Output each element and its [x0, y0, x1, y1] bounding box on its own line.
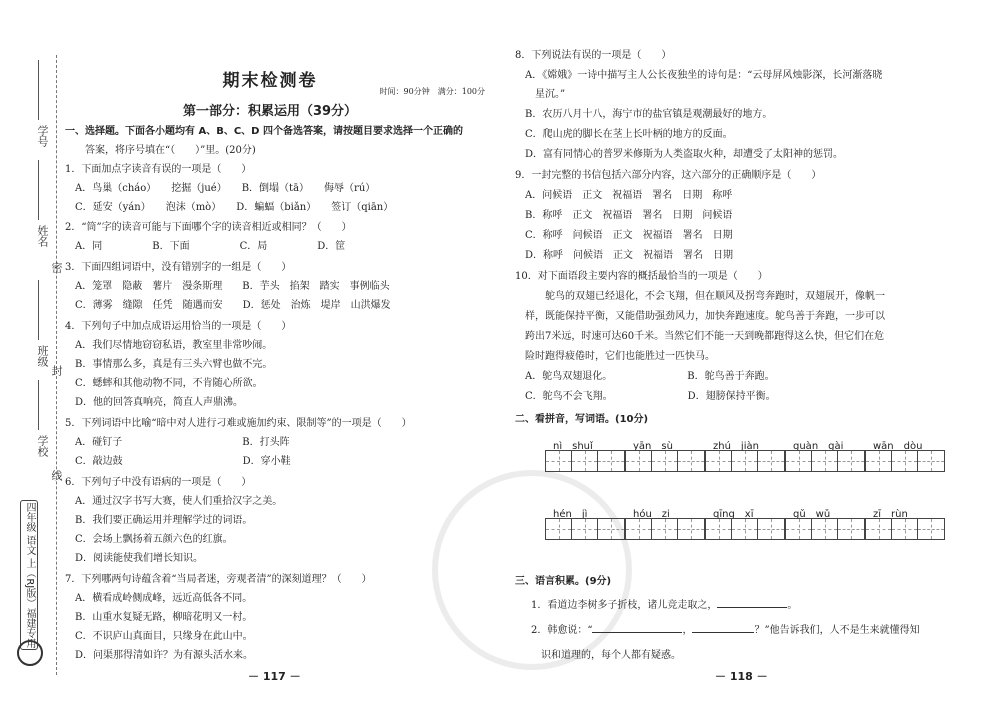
question-8: 8．下列说法有误的一项是（ ） — [515, 50, 672, 61]
question-1: 1．下面加点字读音有误的一项是（ ） — [65, 164, 252, 175]
answer-blank[interactable] — [692, 632, 754, 633]
section1-heading: 一、选择题。下面各小题均有 A、B、C、D 四个备选答案，请按题目要求选择一个正确的 — [65, 126, 463, 137]
question-9-option-c: C．称呼 问候语 正文 祝福语 署名 日期 — [515, 230, 733, 241]
question-6: 6．下列句子中没有语病的一项是（ ） — [65, 477, 252, 488]
q1-end: 。 — [787, 600, 798, 611]
writing-grid[interactable] — [625, 450, 705, 472]
page-117 — [65, 0, 485, 713]
seal-mark-xian: 线 — [50, 470, 63, 481]
question-6-option-a: A．通过汉字书写大赛，使人们重拾汉字之美。 — [65, 496, 283, 507]
writing-grid[interactable] — [865, 518, 945, 540]
question-2: 2．“筒”字的读音可能与下面哪个字的读音相近或相同？（ ） — [65, 222, 352, 233]
question-3-options-cd: C．薄雾 缝隙 任凭 随遇而安 D．惩处 治炼 堤岸 山洪爆发 — [65, 300, 391, 311]
school-blank — [38, 380, 39, 430]
pinyin-label: guàn gài — [793, 441, 844, 452]
q2-start: 2．韩愈说：“ — [531, 625, 593, 636]
question-9: 9．一封完整的书信包括六部分内容，这六部分的正确顺序是（ ） — [515, 170, 822, 181]
question-6-option-c: C．会场上飘扬着五颜六色的红旗。 — [65, 534, 233, 545]
passage-line-3: 跨出7米远，时速可达60千米。当然它们不能一天到晚都跑得这么快，但它们在危 — [515, 331, 885, 342]
question-4: 4．下列句子中加点成语运用恰当的一项是（ ） — [65, 321, 292, 332]
student-id-label: 学号 — [36, 125, 49, 147]
pinyin-label: hén jì — [553, 509, 588, 520]
page-number-118: － 118 － — [715, 670, 768, 683]
q1-text: 1．看道边李树多子折枝，诸儿竞走取之， — [531, 600, 718, 611]
page-118 — [515, 0, 985, 713]
question-2-options: A．同 B．下面 C．局 D．筐 — [65, 241, 346, 252]
writing-grid[interactable] — [705, 450, 785, 472]
writing-grid[interactable] — [865, 450, 945, 472]
writing-grid[interactable] — [545, 518, 625, 540]
writing-grid[interactable] — [705, 518, 785, 540]
passage-line-4: 险时跑得疲倦时，它们也能胜过一匹快马。 — [515, 351, 715, 362]
question-8-option-a: A．《嫦娥》一诗中描写主人公长夜独坐的诗句是：“云母屏风烛影深，长河渐落晓 — [515, 70, 883, 81]
question-7: 7．下列哪两句诗蕴含着“当局者迷，旁观者清”的深刻道理？（ ） — [65, 574, 372, 585]
time-score-info: 时间：90分钟 满分：100分 — [379, 87, 485, 96]
binding-sidebar — [0, 0, 62, 713]
class-blank — [38, 280, 39, 340]
question-9-option-d: D．称呼 问候语 正文 祝福语 署名 日期 — [515, 250, 734, 261]
question-1-options-cd: C．延安（yán） 泡沫（mò） D．蝙蝠（biǎn） 签订（qiān） — [65, 202, 394, 213]
pinyin-label: zhú jiàn — [713, 441, 759, 452]
question-3-options-ab: A．笼罩 隐蔽 薯片 漫条斯理 B．芋头 掐架 踏实 事例临头 — [65, 281, 390, 292]
question-10-options-cd: C．鸵鸟不会飞翔。 D．翅膀保持平衡。 — [515, 391, 776, 402]
panda-logo-icon — [17, 640, 43, 666]
writing-grid[interactable] — [545, 450, 625, 472]
answer-blank[interactable] — [717, 607, 787, 608]
section3-heading: 三、语言积累。(9分) — [515, 576, 612, 587]
question-4-option-c: C．蟋蟀和其他动物不同，不肯随心所欲。 — [65, 378, 263, 389]
student-id-blank — [38, 60, 39, 120]
section2-heading: 二、看拼音，写词语。(10分) — [515, 414, 649, 425]
question-3: 3．下面四组词语中，没有错别字的一组是（ ） — [65, 262, 292, 273]
question-9-option-b: B．称呼 正文 祝福语 署名 日期 问候语 — [515, 210, 733, 221]
pinyin-label: yān sù — [633, 441, 673, 452]
accumulation-question-2-cont: 识和道理的，每个人都有疑惑。 — [531, 650, 681, 661]
question-4-option-a: A．我们尽情地窃窃私语，教室里非常吵闹。 — [65, 340, 273, 351]
exam-title: 期末检测卷 — [222, 71, 318, 91]
question-8-option-c: C．爬山虎的脚长在茎上长叶柄的地方的反面。 — [515, 129, 733, 140]
passage-line-1: 鸵鸟的双翅已经退化，不会飞翔，但在顺风及拐弯奔跑时，双翅展开，像帆一 — [515, 291, 885, 302]
question-10-options-ab: A．鸵鸟双翅退化。 B．鸵鸟善于奔跑。 — [515, 371, 775, 382]
question-7-option-c: C．不识庐山真面目，只缘身在此山中。 — [65, 631, 253, 642]
question-7-option-d: D．问渠那得清如许？为有源头活水来。 — [65, 650, 254, 661]
question-1-options-ab: A．鸟巢（cháo） 挖掘（jué） B．倒塌（tā） 侮辱（rú） — [65, 183, 376, 194]
question-7-option-a: A．横看成岭侧成峰，远近高低各不同。 — [65, 593, 253, 604]
accumulation-question-2 — [531, 621, 920, 636]
answer-blank[interactable] — [592, 632, 682, 633]
writing-grid[interactable] — [785, 450, 865, 472]
question-9-option-a: A．问候语 正文 祝福语 署名 日期 称呼 — [515, 190, 733, 201]
grade-ribbon: 四年级 语文 上（RJ版）福建专用 — [20, 500, 38, 650]
question-10: 10．对下面语段主要内容的概括最恰当的一项是（ ） — [515, 271, 768, 282]
pinyin-label: hóu zi — [633, 509, 670, 520]
q2-end: ？”他告诉我们，人不是生来就懂得知 — [754, 625, 920, 636]
question-4-option-b: B．事情那么多，真是有三头六臂也做不完。 — [65, 359, 273, 370]
school-label: 学校 — [36, 435, 49, 457]
name-label: 姓名 — [36, 225, 49, 247]
pinyin-label: nì shuǐ — [553, 441, 593, 452]
section1-instruction: 答案，将序号填在“（ ）”里。(20分) — [65, 145, 256, 156]
pinyin-label: qīng xī — [713, 509, 754, 520]
accumulation-question-1 — [531, 596, 797, 611]
question-8-option-b: B．农历八月十八，海宁市的盐官镇是观潮最好的地方。 — [515, 109, 773, 120]
question-5-options-ab: A．碰钉子 B．打头阵 — [65, 437, 290, 448]
q2-mid: ， — [682, 625, 693, 636]
question-8-option-d: D．富有同情心的普罗米修斯为人类盗取火种，却遭受了太阳神的惩罚。 — [515, 149, 844, 160]
name-blank — [38, 160, 39, 220]
passage-line-2: 样，既能保持平衡，又能借助强劲风力，加快奔跑速度。鸵鸟善于奔跑，一步可以 — [515, 311, 885, 322]
pinyin-label: wān dòu — [873, 441, 923, 452]
question-6-option-b: B．我们要正确运用并理解学过的词语。 — [65, 515, 253, 526]
part-heading: 第一部分：积累运用（39分） — [182, 104, 358, 119]
question-7-option-b: B．山重水复疑无路，柳暗花明又一村。 — [65, 612, 253, 623]
pinyin-label: gǔ wǔ — [793, 509, 831, 520]
pinyin-label: zī rùn — [873, 509, 908, 520]
writing-grid[interactable] — [785, 518, 865, 540]
seal-mark-mi: 密 — [50, 262, 63, 273]
question-8-option-a-cont: 星沉。” — [515, 89, 566, 100]
question-5-options-cd: C．敲边鼓 D．穿小鞋 — [65, 456, 291, 467]
page-number-117: － 117 － — [248, 670, 301, 683]
question-5: 5．下列词语中比喻“暗中对人进行刁难或施加约束、限制等”的一项是（ ） — [65, 418, 412, 429]
question-6-option-d: D．阅读能使我们增长知识。 — [65, 553, 204, 564]
class-label: 班级 — [36, 345, 49, 367]
writing-grid[interactable] — [625, 518, 705, 540]
question-4-option-d: D．他的回答真响亮，简直人声鼎沸。 — [65, 397, 244, 408]
seal-mark-feng: 封 — [50, 365, 63, 376]
